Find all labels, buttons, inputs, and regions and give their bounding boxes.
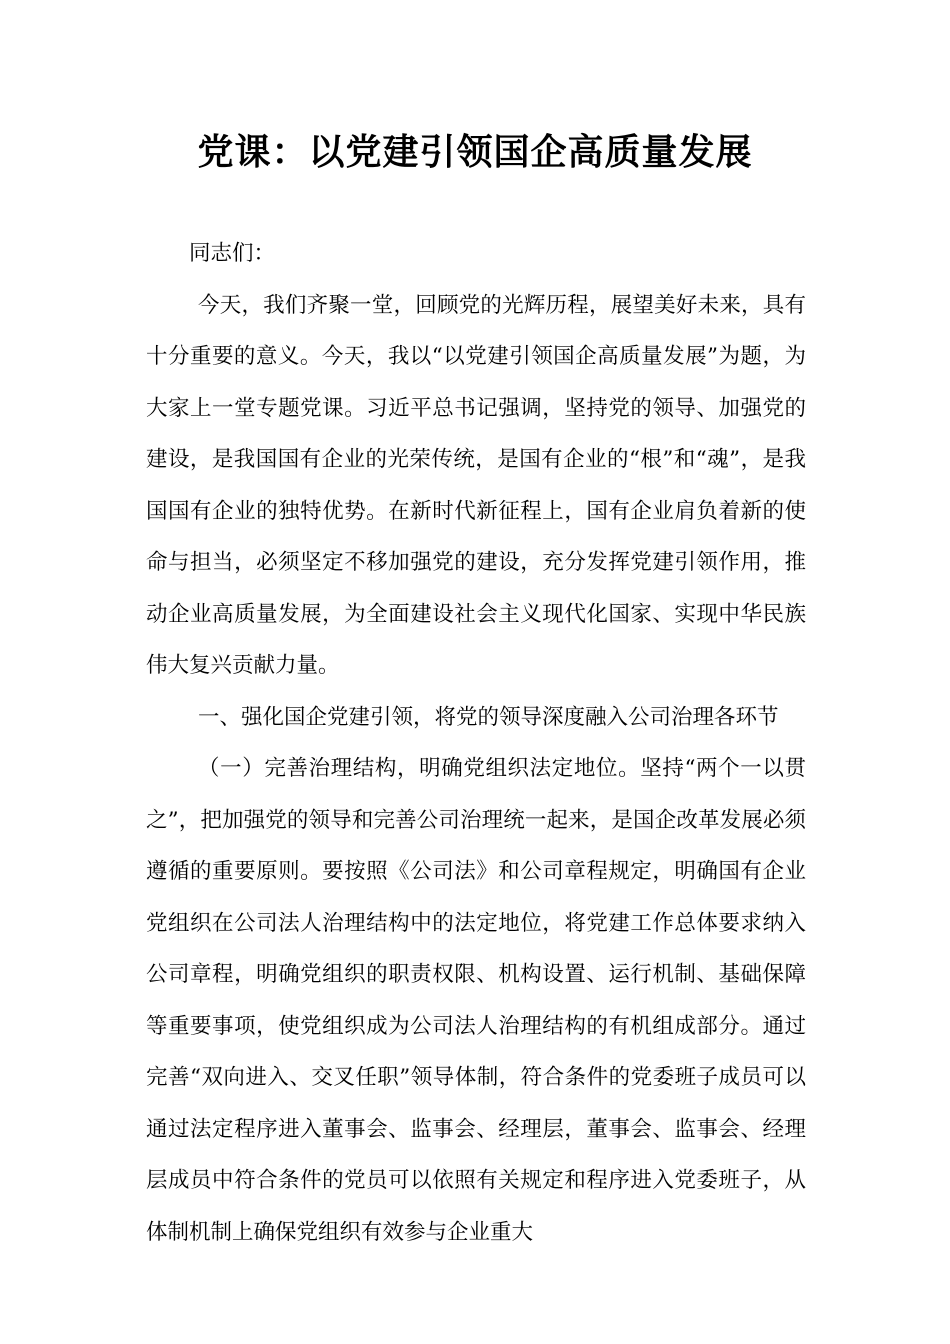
document-title: 党课：以党建引领国企高质量发展 [197, 132, 753, 173]
document-body [146, 228, 806, 1258]
body-paragraph: （一）完善治理结构，明确党组织法定地位。坚持“两个一以贯之”，把加强党的领导和完善公司治理统一起来，是国企改革发展必须遵循的重要原则。要按照《公司法》和公司章程规定，明确国有企业党组织在公司法人治理结构中的法定地位，将党建工作总体要求纳入公司章程，明确党组织的职责权限、机构设置、运行机制、基础保障等重要事项，使党组织成为公司法人治理结构的有机组成部分。通过完善“双向进入、交叉任职”领导体制，符合条件的党委班子成员可以通过法定程序进入董事会、监事会、经理层，董事会、监事会、经理层成员中符合条件的党员可以依照有关规定和程序进入党委班子，从体制机制上确保党组织有效参与企业重大 [146, 756, 806, 1245]
intro-paragraph: 今天，我们齐聚一堂，回顾党的光辉历程，展望美好未来，具有十分重要的意义。今天，我以“以党建引领国企高质量发展”为题，为大家上一堂专题党课。习近平总书记强调，坚持党的领导、加强党的建设，是我国国有企业的光荣传统，是国有企业的“根”和“魂”，是我国国有企业的独特优势。在新时代新征程上，国有企业肩负着新的使命与担当，必须坚定不移加强党的建设，充分发挥党建引领作用，推动企业高质量发展，为全面建设社会主义现代化国家、实现中华民族伟大复兴贡献力量。 [146, 292, 806, 678]
salutation: 同志们： [189, 241, 276, 266]
section-heading: 一、强化国企党建引领，将党的领导深度融入公司治理各环节 [198, 704, 779, 730]
